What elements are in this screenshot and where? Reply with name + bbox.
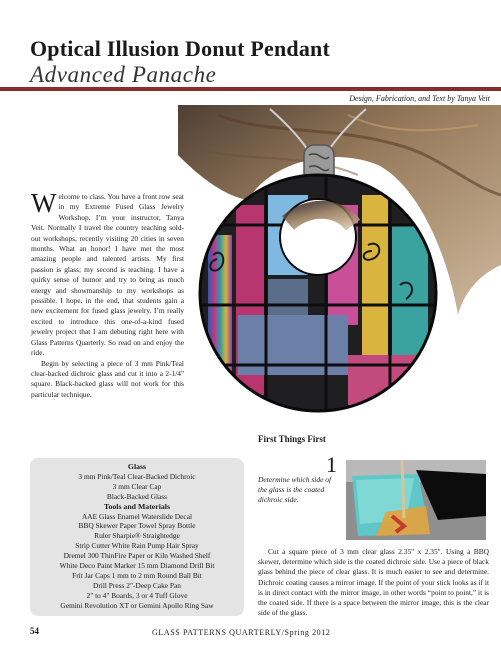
page-number: 54	[30, 626, 39, 636]
tools-item: White Deco Paint Marker 15 mm Diamond Drill Bit	[59, 561, 215, 571]
tools-item: Strip Cutter White Rain Pump Hair Spray	[75, 541, 199, 551]
header-rule	[0, 87, 501, 91]
tools-item: 2" to 4" Boards, 3 or 4 Tuff Glove	[86, 590, 188, 600]
tools-item: Ruler Sharpie® Straightedge	[94, 531, 180, 541]
glass-item: 3 mm Pink/Teal Clear-Backed Dichroic	[78, 471, 196, 481]
tools-heading: Tools and Materials	[104, 501, 170, 511]
publication-footer: GLASS PATTERNS QUARTERLY/Spring 2012	[152, 628, 331, 637]
drop-cap: W	[31, 188, 57, 218]
step-number: 1	[326, 452, 337, 477]
step-photo	[346, 460, 486, 540]
byline: Design, Fabrication, and Text by Tanya Veit	[349, 94, 490, 103]
intro-text	[31, 188, 184, 400]
page-subtitle: Advanced Panache	[30, 62, 217, 87]
tools-item: Drill Press 2"-Deep Cake Pan	[93, 580, 181, 590]
glass-item: Black-Backed Glass	[106, 491, 168, 501]
intro-paragraph-2: Begin by selecting a piece of 3 mm Pink/Teal clear-backed dichroic glass and cut it into a 2-1/4" square. Black-backed glass will not work for this particular technique.	[31, 358, 184, 399]
page-title: Optical Illusion Donut Pendant	[30, 36, 331, 61]
glass-item: 3 mm Clear Cap	[112, 481, 162, 491]
tools-item: Dremel 300 ThinFire Paper or Kiln Washed Shelf	[63, 551, 211, 561]
pendant-photo	[178, 105, 501, 435]
section-title: First Things First	[258, 434, 326, 444]
step-caption: Determine which side of the glass is the coated dichroic side.	[258, 475, 332, 504]
tools-item: BBQ Skewer Paper Towel Spray Bottle	[78, 521, 196, 531]
intro-paragraph-1: elcome to class. You have a front row seat in my Extreme Fused Glass Jewelry Workshop. I’m your instructor, Tanya Veit. Normally I travel the country teaching sold-out workshops, recently visiting 20 cities in seven months. What an honor! I have met the most amazing people and talented artists. My first passion is glass; my second is teaching. I have a quirky sense of humor and try to bring as much energy and showmanship to my workshops as possible. I hope, in the end, that students gain a new excitement for fused glass jewelry. I’m really excited to introduce this one-of-a-kind fused jewelry project that I am debuting right here with Glass Patterns Quarterly. So read on and enjoy the ride.	[31, 192, 184, 358]
tools-item: AAE Glass Enamel Waterslide Decal	[81, 511, 193, 521]
glass-heading: Glass	[127, 462, 147, 471]
step-body-text: Cut a square piece of 3 mm clear glass 2.35" x 2.35". Using a BBQ skewer, determine which side is the coated dichroic side. Use a piece of black glass behind the piece of clear glass. It is much easier to see and determine. Dichroic coating causes a mirror image. If the point of your stick looks as if it is in direct contact with the mirror image, in other words “point to point,” it is the coated side. If there is a space between the mirror image, this is the clear side of the glass.	[258, 547, 489, 618]
materials-box	[30, 458, 244, 616]
tools-item: Frit Jar Caps 1 mm to 2 mm Round Ball Bit	[72, 570, 202, 580]
tools-item: Gemini Revolution XT or Gemini Apollo Ring Saw	[60, 600, 214, 610]
